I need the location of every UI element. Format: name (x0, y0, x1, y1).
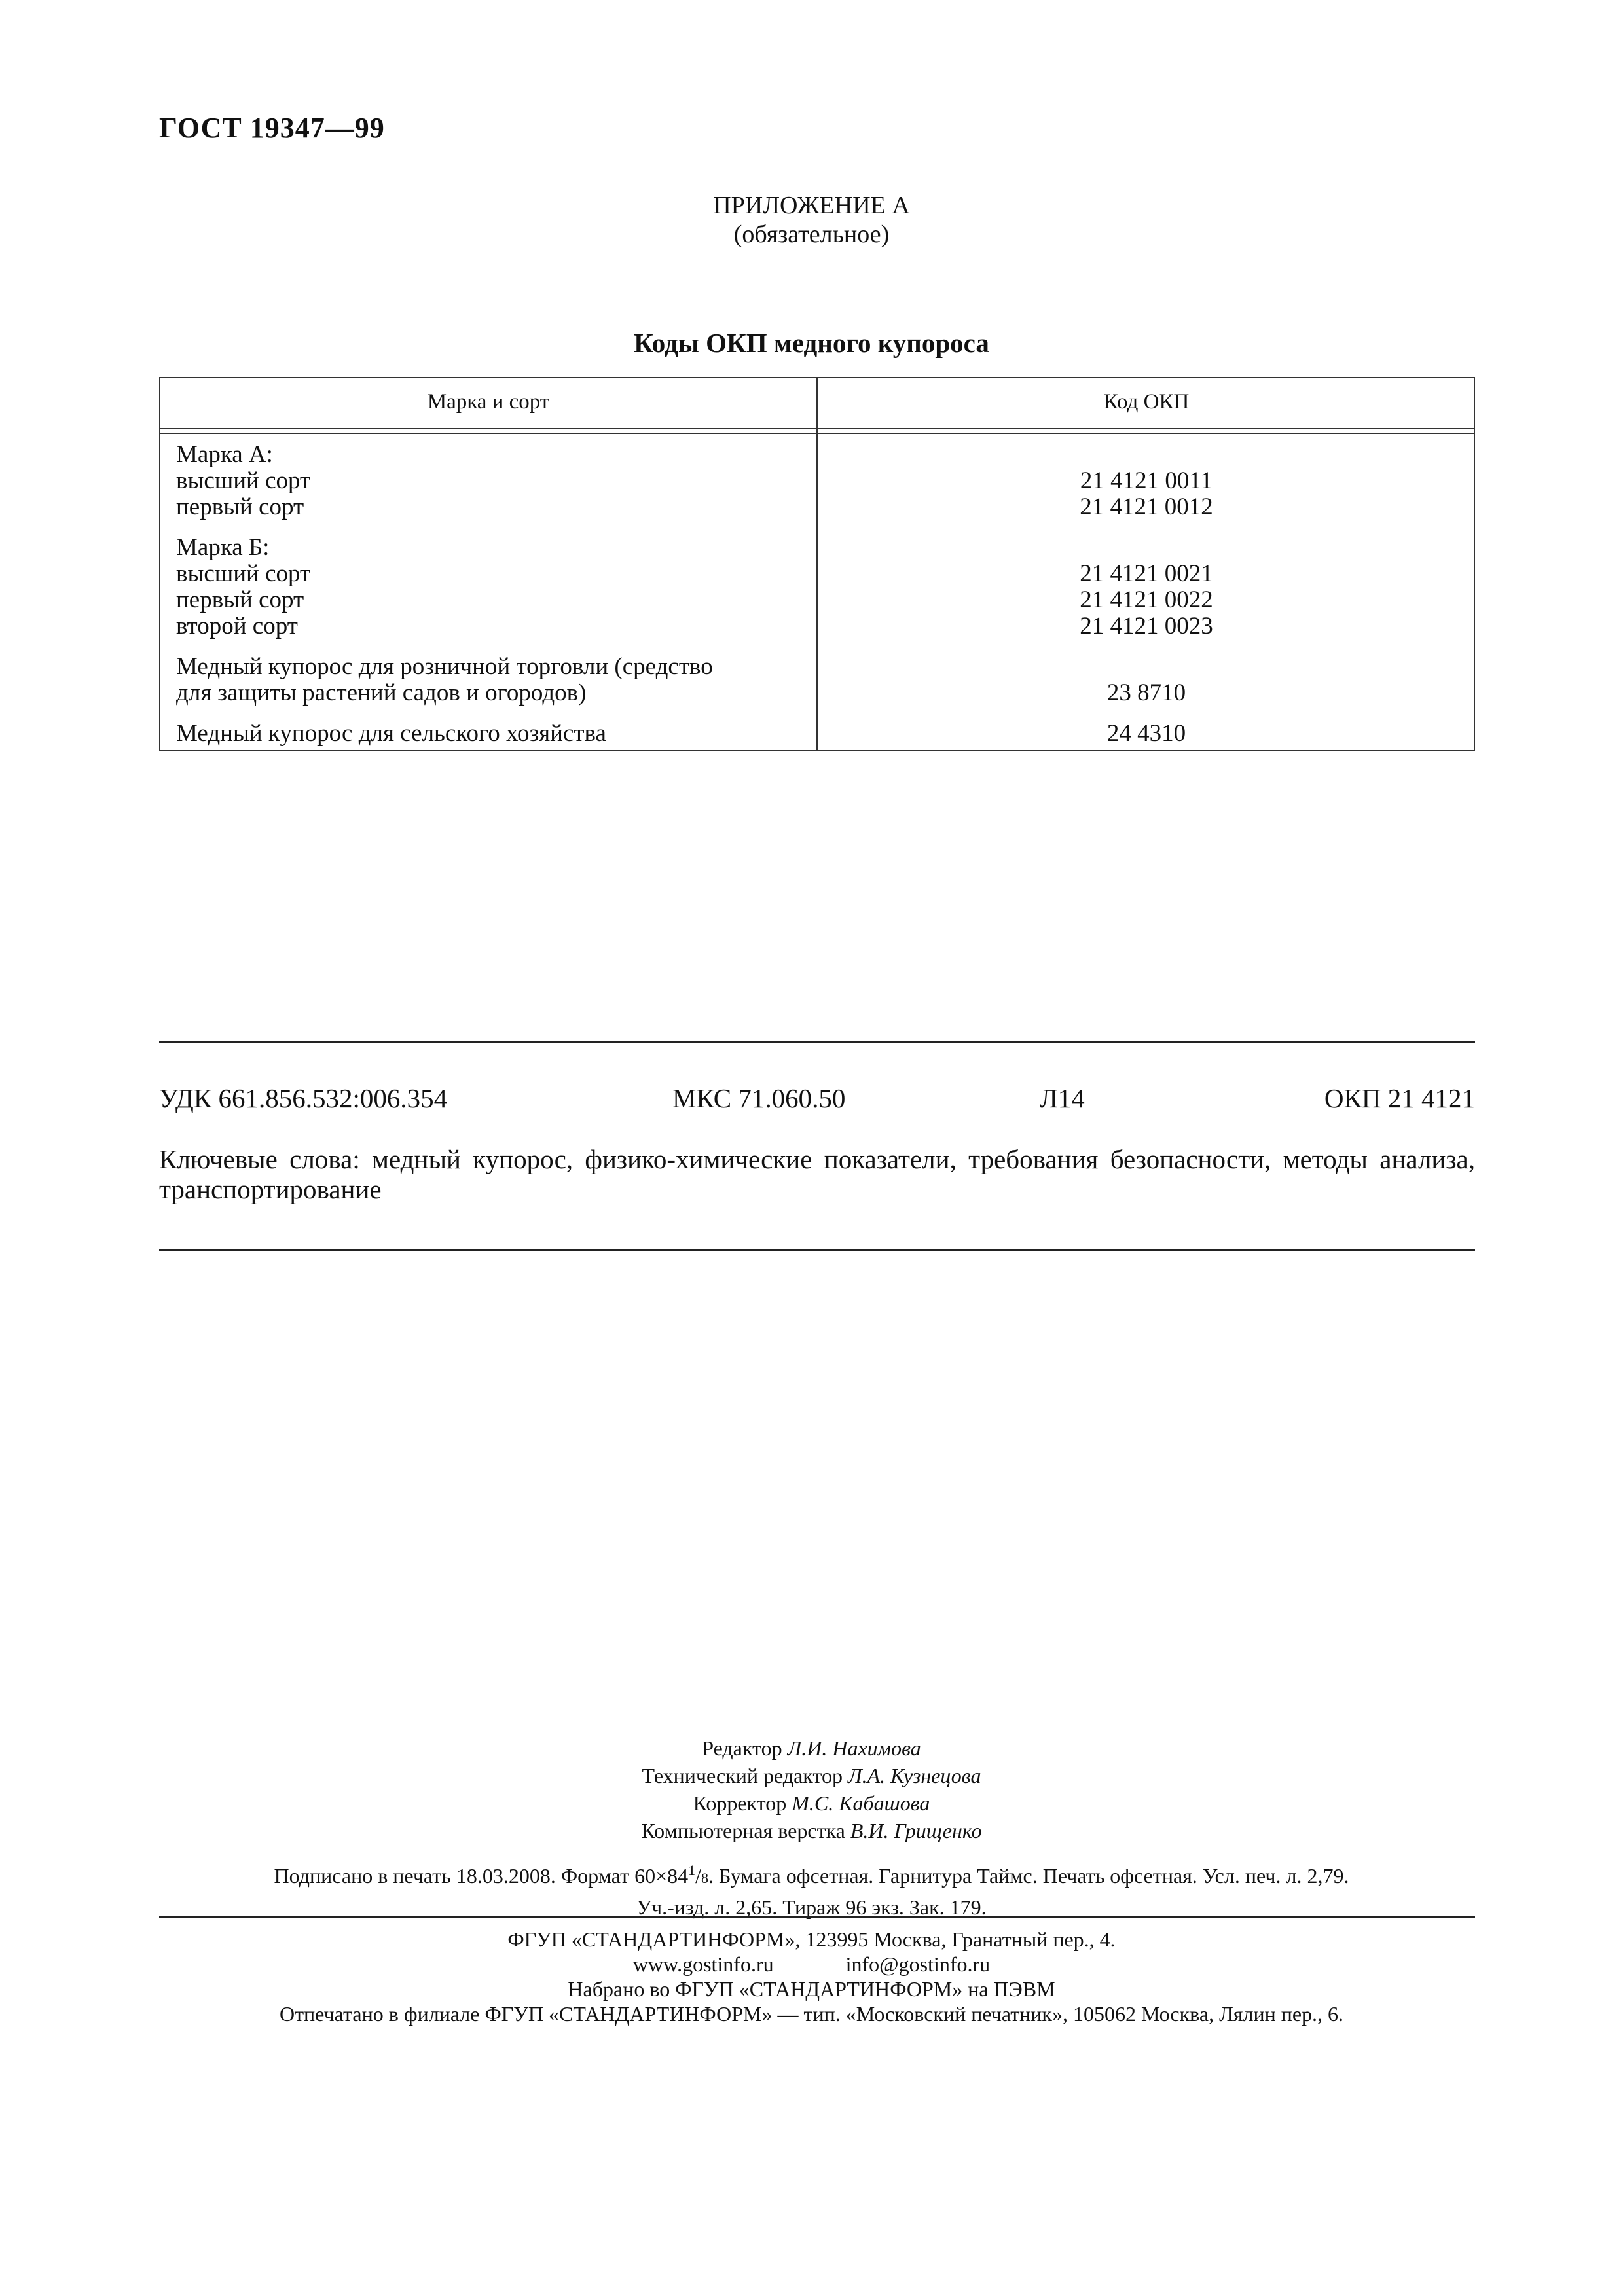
classification-group: Л14 (1040, 1083, 1085, 1113)
appendix-status: (обязательное) (733, 221, 890, 248)
retail-code: 23 8710 (1106, 679, 1186, 706)
table-row-code: 21 4121 0022 (1080, 586, 1213, 613)
editor-line: Редактор Л.И. Нахимова (702, 1736, 921, 1760)
print-info-line2: Уч.-изд. л. 2,65. Тираж 96 экз. Зак. 179. (636, 1895, 987, 1919)
mks-code: МКС 71.060.50 (672, 1083, 846, 1113)
top-divider-rule (159, 1041, 1475, 1043)
table-row-name: высший сорт (176, 467, 311, 494)
table-row-code: 21 4121 0023 (1080, 613, 1213, 639)
keywords: Ключевые слова: медный купорос, физико-химические показатели, требования безопасности, методы анализа, транспортирование (159, 1144, 1475, 1204)
column-header-okp-code: Код ОКП (1103, 390, 1190, 414)
publisher-email: info@gostinfo.ru (845, 1952, 991, 1976)
header-divider-double (160, 433, 1474, 434)
print-info-line1: Подписано в печать 18.03.2008. Формат $60\times 84^1/8$. Бумага офсетная. Гарнитура Таймс. Печать офсетная. Усл. печ. л. 2,79. (274, 1862, 1349, 1888)
typeset-info: Набрано во ФГУП «СТАНДАРТИНФОРМ» на ПЭВМ (568, 1977, 1055, 2001)
header-divider (160, 428, 1474, 429)
agri-name: Медный купорос для сельского хозяйства (176, 720, 606, 747)
table-title: Коды ОКП медного купороса (634, 328, 989, 358)
document-code: ГОСТ 19347—99 (159, 112, 385, 144)
publisher-address: ФГУП «СТАНДАРТИНФОРМ», 123995 Москва, Гранатный пер., 4. (507, 1928, 1116, 1951)
okp-code: ОКП 21 4121 (1324, 1083, 1475, 1113)
corrector-line: Корректор М.С. Кабашова (693, 1791, 930, 1815)
tech-editor-line: Технический редактор Л.А. Кузнецова (642, 1764, 981, 1787)
table-row-code: 21 4121 0012 (1080, 493, 1213, 520)
retail-name-line2: для защиты растений садов и огородов) (176, 679, 587, 706)
table-row-name: высший сорт (176, 560, 311, 587)
publisher-website: www.gostinfo.ru (632, 1952, 774, 1976)
udk-code: УДК 661.856.532:006.354 (159, 1083, 448, 1113)
table-row-code: 21 4121 0011 (1080, 467, 1213, 494)
publisher-contacts (0, 1952, 1623, 1977)
column-header-grade: Марка и сорт (427, 390, 550, 414)
publisher-block (0, 1927, 1623, 2026)
printed-info: Отпечатано в филиале ФГУП «СТАНДАРТИНФОРМ» — тип. «Московский печатник», 105062 Москва, Лялин пер., 6. (279, 2002, 1344, 2026)
retail-name-line1: Медный купорос для розничной торговли (средство (176, 653, 713, 680)
publisher-divider-rule (159, 1916, 1475, 1918)
credits-block (0, 1734, 1623, 1844)
layout-line: Компьютерная верстка В.И. Грищенко (641, 1819, 982, 1842)
table-row-name: второй сорт (176, 613, 298, 639)
table-row-code: 21 4121 0021 (1080, 560, 1213, 587)
print-info (0, 1856, 1623, 1922)
table-row-name: первый сорт (176, 586, 304, 613)
bottom-divider-rule (159, 1249, 1475, 1251)
okp-codes-table (159, 377, 1475, 751)
appendix-heading (0, 191, 1623, 249)
group-label-grade-a: Марка А: (176, 441, 273, 468)
agri-code: 24 4310 (1106, 720, 1186, 747)
group-label-grade-b: Марка Б: (176, 534, 270, 561)
appendix-title: ПРИЛОЖЕНИЕ А (713, 192, 910, 219)
table-row-name: первый сорт (176, 493, 304, 520)
